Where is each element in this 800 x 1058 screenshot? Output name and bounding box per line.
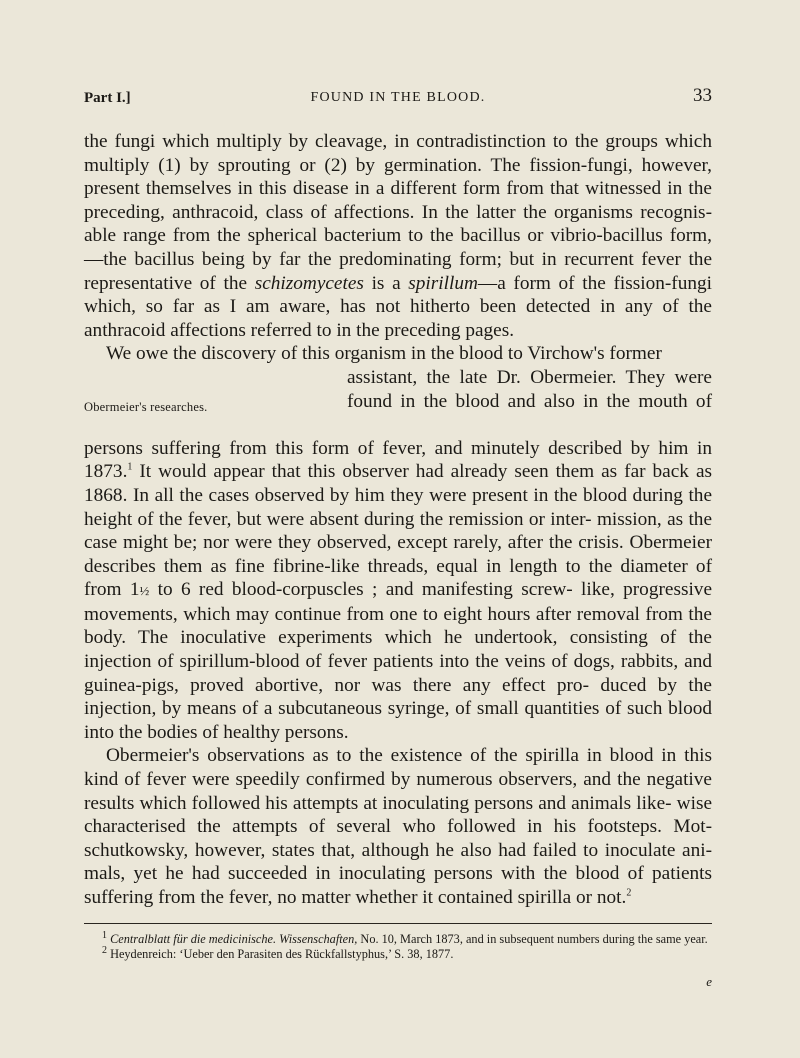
sidenote-block (84, 366, 712, 437)
paragraph-2-line-1: We owe the discovery of this organism in the blood to Virchow's former (106, 343, 662, 365)
signature-mark: e (706, 974, 712, 989)
running-header (84, 85, 712, 112)
footnote-2: $^2$ Heydenreich: ‘Ueber den Parasiten des Rückfallstyphus,’ S. 38, 1877. (102, 944, 454, 961)
paragraph-1: the fungi which multiply by cleavage, in contradistinction to the groups which multiply (1) by sprouting or (2) by germination. The fission-fungi, however, present themselves in this disease in a different form from that witnessed in the preceding, anthracoid, class of affections. In the latter the organisms recognis- able range from the spherical bacterium to the bacillus or vibrio-bacillus form, —the bacillus being by far the predominating form; but in recurrent fever the representative of the schizomycetes is a spirillum—a form of the fission-fungi which, so far as I am aware, has not hitherto been detected in any of the anthracoid affections referred to in the preceding pages. (84, 131, 712, 341)
fraction-half: ½ (139, 583, 150, 599)
footnote-ref-2: 2 (626, 887, 632, 899)
footnote-1: $^1$ Centralblatt für die medicinische. Wissenschaften, No. 10, March 1873, and in subsequent numbers during the same year. (102, 929, 708, 946)
page-number: 33 (693, 85, 712, 106)
sidenote-text-column: assistant, the late Dr. Obermeier. They were found in the blood and also in the mouth of (347, 366, 712, 412)
footnote-ref-1: 1 (127, 461, 133, 473)
footnotes (84, 929, 712, 962)
italic-term-spirillum: spirillum (408, 272, 478, 294)
paragraph-3: Obermeier's observations as to the existence of the spirilla in blood in this kind of fever were speedily confirmed by numerous observers, and the negative results which followed his attempts at inoculating persons and animals like- wise characterised the attempts of several who followed in his footsteps. Mot- schutkowsky, however, states that, although he also had failed to inoculate ani- mals, yet he had succeeded in inoculating persons with the blood of patients suffering from the fever, no matter whether it contained spirilla or not.$^2$ (84, 745, 712, 909)
footnote-rule (84, 923, 712, 924)
running-title: FOUND IN THE BLOOD. (310, 90, 486, 105)
italic-term-schizomycetes: schizomycetes (254, 272, 364, 294)
paragraph-2: persons suffering from this form of fever, and minutely described by him in 1873.$^1$ It would appear that this observer had already seen them as far back as 1868. In all the cases observed by him they were present in the blood during the height of the fever, but were absent during the remission or inter- mission, as the case might be; nor were they observed, except rarely, after the crisis. Obermeier describes them as fine fibrine-like threads, equal in length to the diameter of from 1½ to 6 red blood-corpuscles ; and manifesting screw- like, progressive movements, which may continue from one to eight hours after removal from the body. The inoculative experiments which he undertook, consisting of the injection of spirillum-blood of fever patients into the veins of dogs, rabbits, and guinea-pigs, proved abortive, nor was there any effect pro- duced by the injection, by means of a subcutaneous syringe, of small quantities of such blood into the bodies of healthy persons. (84, 437, 713, 743)
part-label: Part I.] (84, 90, 131, 106)
margin-note: Obermeier's researches. (84, 399, 208, 414)
body-text (84, 130, 712, 910)
